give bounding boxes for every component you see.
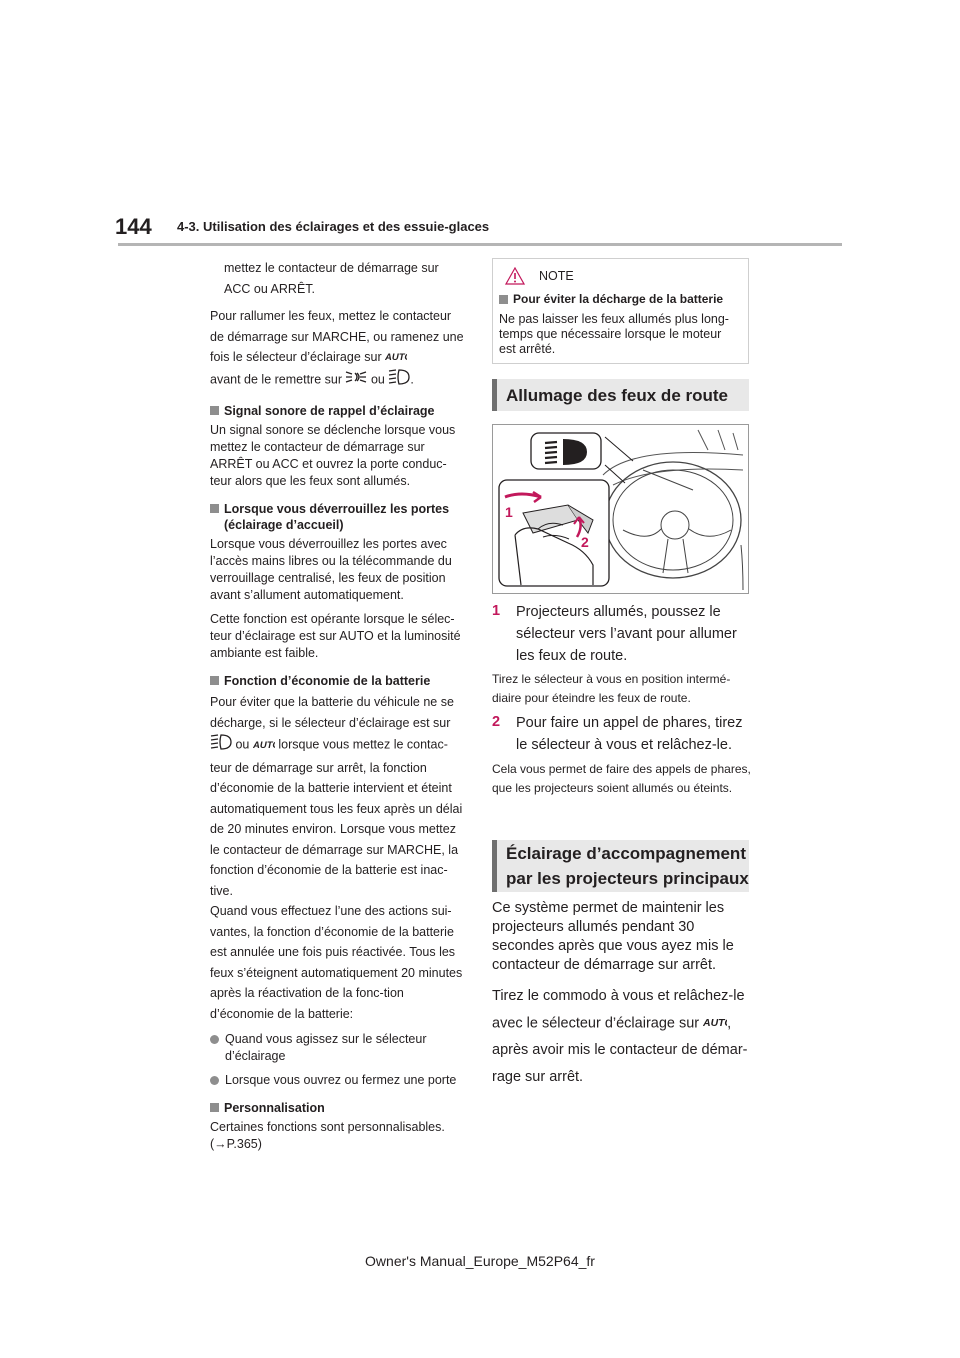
paragraph-commodo-text-a: Tirez le commodo à vous et relâchez-le avec le sélecteur d’éclairage sur	[492, 988, 745, 1032]
note-box	[492, 258, 749, 364]
bullet-dot-icon	[210, 1076, 219, 1085]
section-title-personnalisation	[210, 1100, 467, 1116]
headlight-icon	[388, 368, 410, 393]
auto-icon	[385, 347, 407, 368]
paragraph-rallumer	[210, 306, 467, 392]
page-number: 144	[115, 214, 152, 239]
headlight-icon	[210, 733, 232, 758]
paragraph-batterie-text-b: ou	[235, 738, 253, 752]
step-2-block	[492, 712, 754, 756]
note-text: Ne pas laisser les feux allumés plus long-temps que nécessaire lorsque le moteur est arrêté.	[499, 312, 729, 356]
section-title-batterie	[210, 673, 467, 689]
section-square-icon	[210, 676, 219, 685]
steering-lever-illustration	[493, 425, 748, 593]
svg-text:AUTO: AUT	[703, 1017, 725, 1027]
step-2-note: Cela vous permet de faire des appels de phares, que les projecteurs soient allumés ou éteints.	[492, 762, 751, 795]
section-square-icon	[499, 295, 508, 304]
paragraph-commodo	[492, 983, 754, 1091]
paragraph-commodo-text-b: , après avoir mis le contacteur de démar-rage sur arrêt.	[492, 1015, 748, 1086]
step-2	[492, 712, 754, 756]
warning-icon	[505, 267, 525, 285]
section-title-text: Fonction d’économie de la batterie	[224, 674, 431, 689]
step-1-block	[492, 601, 754, 667]
section-band-feux-de-route: Allumage des feux de route	[492, 379, 749, 411]
svg-text:AUTO: AUT	[385, 352, 405, 362]
step-number: 1	[492, 603, 501, 619]
bullet-text: Lorsque vous ouvrez ou fermez une porte	[225, 1073, 457, 1088]
step-text: Projecteurs allumés, poussez le sélecteur vers l’avant pour allumer les feux de route.	[516, 604, 737, 664]
section-title-text: Personnalisation	[224, 1101, 325, 1116]
step-text: Pour faire un appel de phares, tirez le sélecteur à vous et relâchez-le.	[516, 715, 743, 753]
note-header	[505, 267, 574, 285]
paragraph-signal: Un signal sonore se déclenche lorsque vous mettez le contacteur de démarrage sur ARRÊT ou ACC et ouvrez la porte conduc-teur alors que les feux sont allumés.	[210, 423, 456, 489]
parking-lights-icon	[345, 369, 367, 392]
figure-lever-illustration	[492, 424, 749, 594]
bullet-selecteur	[210, 1031, 467, 1065]
section-square-icon	[210, 1103, 219, 1112]
bullet-porte	[210, 1072, 467, 1089]
paragraph-contacteur: mettez le contacteur de démarrage sur ACC ou ARRÊT.	[224, 261, 439, 296]
figure-label-2: 2	[581, 534, 589, 550]
left-column	[210, 258, 467, 1160]
header-divider	[118, 243, 842, 246]
paragraph-rallumer-text-d: .	[410, 372, 414, 387]
paragraph-accueil-1: Lorsque vous déverrouillez les portes avec l’accès mains libres ou la télécommande du verrouillage centralisé, les feux de position avant s’allument automatiquement.	[210, 537, 452, 603]
paragraph-rallumer-text-a: Pour rallumer les feux, mettez le contacteur de démarrage sur MARCHE, ou ramenez une fois le sélecteur d’éclairage sur	[210, 309, 464, 364]
figure-label-1: 1	[505, 504, 513, 520]
section-square-icon	[210, 504, 219, 513]
note-title	[499, 292, 723, 306]
paragraph-rallumer-text-b: avant de le remettre sur	[210, 372, 346, 387]
paragraph-personnalisation: Certaines fonctions sont personnalisables. (→P.365)	[210, 1120, 445, 1152]
step-1-note: Tirez le sélecteur à vous en position intermé-diaire pour éteindre les feux de route.	[492, 672, 731, 705]
section-band-accompagnement: Éclairage d’accompagnement par les projecteurs principaux	[492, 840, 749, 892]
footer-text: Owner's Manual_Europe_M52P64_fr	[365, 1253, 595, 1269]
step-number: 2	[492, 714, 501, 730]
paragraph-batterie-text-a: Pour éviter que la batterie du véhicule ne se décharge, si le sélecteur d’éclairage est sur	[210, 695, 454, 730]
paragraph-batterie-1	[210, 692, 467, 901]
note-title-text: Pour éviter la décharge de la batterie	[513, 292, 724, 306]
paragraph-batterie-2: Quand vous effectuez l’une des actions sui-vantes, la fonction d’économie de la batterie est annulée une fois puis réactivée. Tous les feux s’éteignent automatiquement 20 minutes après la réactivation de la fonc-tion d’économie de la batterie:	[210, 904, 463, 1021]
section-title-accueil	[210, 501, 467, 533]
auto-icon	[703, 1010, 727, 1037]
chapter-title: 4-3. Utilisation des éclairages et des essuie-glaces	[177, 219, 490, 234]
section-title-text: Lorsque vous déverrouillez les portes (éclairage d’accueil)	[224, 502, 450, 533]
step-1	[492, 601, 754, 667]
paragraph-accompagnement: Ce système permet de maintenir les projecteurs allumés pendant 30 secondes après que vous ayez mis le contacteur de démarrage sur arrêt.	[492, 900, 734, 973]
bullet-text: Quand vous agissez sur le sélecteur d’éclairage	[225, 1032, 427, 1064]
section-square-icon	[210, 406, 219, 415]
bullet-dot-icon	[210, 1035, 219, 1044]
paragraph-rallumer-text-c: ou	[370, 372, 389, 387]
paragraph-accueil-2: Cette fonction est opérante lorsque le sélec-teur d’éclairage est sur AUTO et la luminosité ambiante est faible.	[210, 612, 461, 661]
auto-icon	[253, 735, 275, 756]
svg-text:AUTO: AUT	[252, 740, 273, 750]
section-title-signal	[210, 403, 467, 419]
note-label: NOTE	[539, 269, 574, 283]
section-title-text: Signal sonore de rappel d’éclairage	[224, 404, 435, 419]
paragraph-batterie-text-c: lorsque vous mettez le contac-teur de démarrage sur arrêt, la fonction d’économie de la batterie intervient et éteint automatiquement tous les feux après un délai de 20 minutes environ. Lorsque vous mettez le contacteur de démarrage sur MARCHE, la fonction d’économie de la batterie est inac-tive.	[210, 738, 463, 898]
